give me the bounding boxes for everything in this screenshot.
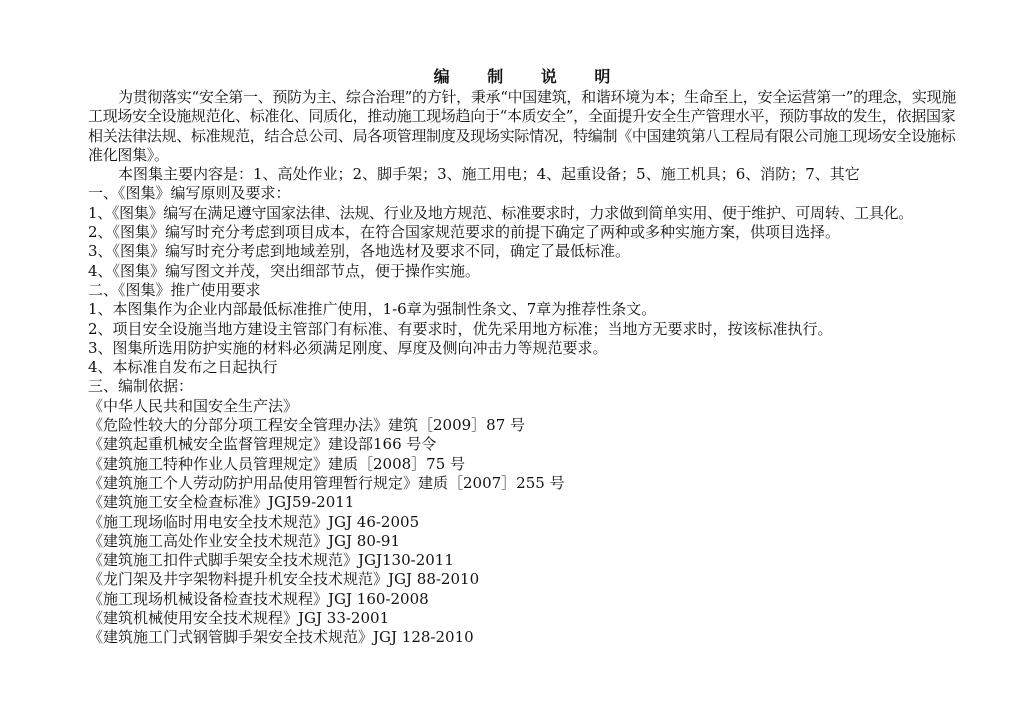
reference-item: 《施工现场临时用电安全技术规范》JGJ 46-2005 bbox=[88, 512, 420, 531]
section2-heading: 二、《图集》推广使用要求 bbox=[88, 280, 261, 299]
section2-item-2: 2、项目安全设施当地方建设主管部门有标准、有要求时，优先采用地方标准；当地方无要求时，按该标准执行。 bbox=[88, 319, 833, 338]
section1-heading: 一、《图集》编写原则及要求： bbox=[88, 184, 291, 203]
section1-item-1: 1、《图集》编写在满足遵守国家法律、法规、行业及地方规范、标准要求时，力求做到简单实用、便于维护、可周转、工具化。 bbox=[88, 203, 913, 222]
page-title: 编 制 说 明 bbox=[433, 67, 627, 86]
section2-item-1: 1、本图集作为企业内部最低标准推广使用，1-6章为强制性条文、7章为推荐性条文。 bbox=[88, 300, 657, 319]
reference-item: 《建筑机械使用安全技术规程》JGJ 33-2001 bbox=[88, 609, 390, 628]
reference-item: 《建筑施工特种作业人员管理规定》建质［2008］75 号 bbox=[88, 454, 466, 473]
reference-item: 《建筑施工高处作业安全技术规范》JGJ 80-91 bbox=[88, 531, 401, 550]
section2-item-3: 3、图集所选用防护实施的材料必须满足刚度、厚度及侧向冲击力等规范要求。 bbox=[88, 338, 608, 357]
reference-item: 《建筑施工个人劳动防护用品使用管理暂行规定》建质［2007］255 号 bbox=[88, 473, 565, 492]
section1-item-4: 4、《图集》编写图文并茂，突出细部节点，便于操作实施。 bbox=[88, 261, 481, 280]
intro-paragraph: 为贯彻落实“安全第一、预防为主、综合治理”的方针，秉承“中国建筑，和谐环境为本；生命至上，安全运营第一”的理念，实现施工现场安全设施规范化、标准化、同质化，推动施工现场趋向于“本质安全”，全面提升安全生产管理水平，预防事故的发生，依据国家相关法律法规、标准规范，结合总公司、局各项管理制度及现场实际情况，特编制《中国建筑第八工程局有限公司施工现场安全设施标准化图集》。 bbox=[88, 88, 956, 164]
section1-item-2: 2、《图集》编写时充分考虑到项目成本，在符合国家规范要求的前提下确定了两种或多种实施方案，供项目选择。 bbox=[88, 223, 841, 242]
reference-item: 《中华人民共和国安全生产法》 bbox=[88, 396, 299, 415]
reference-item: 《建筑施工扣件式脚手架安全技术规范》JGJ130-2011 bbox=[88, 551, 454, 570]
reference-item: 《施工现场机械设备检查技术规程》JGJ 160-2008 bbox=[88, 589, 429, 608]
section2-item-4: 4、本标准自发布之日起执行 bbox=[88, 358, 278, 377]
reference-item: 《建筑施工安全检查标准》JGJ59-2011 bbox=[88, 493, 355, 512]
reference-item: 《危险性较大的分部分项工程安全管理办法》建筑［2009］87 号 bbox=[88, 416, 526, 435]
contents-paragraph: 本图集主要内容是：1、高处作业；2、脚手架；3、施工用电；4、起重设备；5、施工机具；6、消防；7、其它 bbox=[118, 165, 860, 184]
reference-item: 《建筑起重机械安全监督管理规定》建设部166 号令 bbox=[88, 435, 437, 454]
reference-item: 《建筑施工门式钢管脚手架安全技术规范》JGJ 128-2010 bbox=[88, 628, 474, 647]
section3-heading: 三、编制依据： bbox=[88, 377, 194, 396]
reference-item: 《龙门架及井字架物料提升机安全技术规范》JGJ 88-2010 bbox=[88, 570, 480, 589]
document-body bbox=[88, 88, 968, 648]
section1-item-3: 3、《图集》编写时充分考虑到地域差别，各地选材及要求不同，确定了最低标准。 bbox=[88, 242, 631, 261]
